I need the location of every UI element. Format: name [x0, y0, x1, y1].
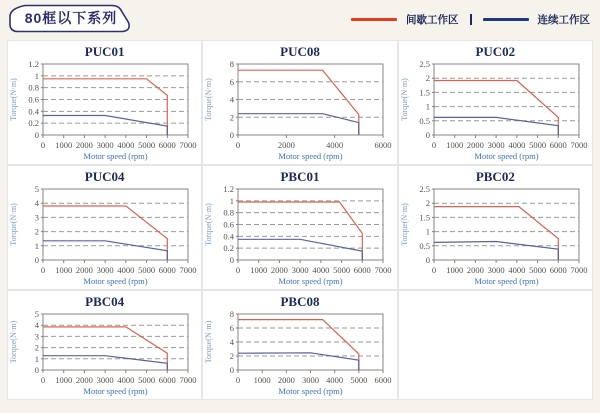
chart-panel-puc04 [7, 165, 202, 290]
svg-text:1000: 1000 [445, 140, 463, 150]
svg-text:1000: 1000 [445, 265, 463, 275]
chart-plot [399, 59, 592, 161]
svg-text:0.8: 0.8 [223, 207, 235, 218]
svg-text:1: 1 [34, 353, 39, 364]
legend [351, 4, 590, 27]
svg-text:0.6: 0.6 [28, 94, 39, 105]
chart-panel-pbc08 [202, 290, 397, 400]
svg-text:8: 8 [230, 309, 235, 319]
chart-panel-puc08 [202, 40, 397, 165]
svg-text:Motor speed (rpm): Motor speed (rpm) [278, 276, 343, 286]
svg-text:2000: 2000 [75, 140, 93, 150]
legend-intermittent-label: 间歇工作区 [406, 14, 459, 26]
svg-text:3000: 3000 [302, 375, 320, 385]
svg-text:0: 0 [425, 255, 430, 265]
empty-cell [398, 290, 593, 400]
svg-text:3000: 3000 [487, 265, 505, 275]
svg-text:7000: 7000 [570, 265, 588, 275]
svg-text:4000: 4000 [312, 265, 330, 275]
svg-text:2: 2 [34, 226, 39, 237]
svg-text:0.8: 0.8 [28, 82, 39, 93]
svg-text:2: 2 [425, 198, 430, 209]
svg-text:Motor speed (rpm): Motor speed (rpm) [278, 151, 343, 161]
svg-text:Motor speed (rpm): Motor speed (rpm) [83, 386, 148, 396]
svg-text:Motor speed (rpm): Motor speed (rpm) [474, 276, 539, 286]
svg-text:5000: 5000 [333, 265, 351, 275]
svg-text:2: 2 [34, 342, 39, 353]
svg-text:4000: 4000 [326, 375, 344, 385]
svg-text:Torque(N·m): Torque(N·m) [204, 78, 214, 121]
svg-text:Motor speed (rpm): Motor speed (rpm) [278, 386, 343, 396]
svg-text:5000: 5000 [528, 140, 546, 150]
svg-text:1000: 1000 [253, 375, 271, 385]
svg-text:6: 6 [230, 323, 235, 333]
chart-panel-pbc01 [202, 165, 397, 290]
svg-text:8: 8 [230, 59, 235, 69]
svg-text:0: 0 [236, 375, 241, 385]
svg-text:3000: 3000 [96, 140, 114, 150]
svg-text:4: 4 [230, 337, 235, 347]
series-title-tag [8, 4, 134, 33]
intermittent-zone-line-icon [351, 18, 397, 21]
svg-text:2000: 2000 [271, 265, 289, 275]
chart-title: PBC04 [85, 294, 125, 309]
svg-text:2: 2 [425, 73, 430, 84]
charts-grid [7, 40, 593, 400]
legend-continuous-label: 连续工作区 [537, 14, 590, 26]
svg-text:0: 0 [34, 130, 39, 140]
svg-text:2000: 2000 [466, 265, 484, 275]
svg-text:0: 0 [236, 265, 241, 275]
svg-text:0: 0 [34, 255, 39, 265]
svg-text:0: 0 [431, 265, 436, 275]
svg-text:5000: 5000 [528, 265, 546, 275]
svg-text:1.2: 1.2 [223, 184, 235, 194]
svg-text:1.5: 1.5 [419, 212, 430, 223]
svg-text:4: 4 [34, 198, 39, 209]
svg-text:6000: 6000 [158, 265, 176, 275]
svg-text:5000: 5000 [138, 265, 156, 275]
svg-text:4000: 4000 [117, 265, 135, 275]
svg-text:2000: 2000 [466, 140, 484, 150]
svg-text:3000: 3000 [487, 140, 505, 150]
svg-text:2: 2 [230, 112, 235, 123]
svg-text:2000: 2000 [278, 140, 296, 150]
chart-title: PUC01 [84, 44, 125, 59]
chart-title: PUC08 [280, 44, 320, 59]
svg-text:6000: 6000 [549, 140, 567, 150]
svg-text:1.5: 1.5 [419, 87, 430, 98]
svg-text:Torque(N·m): Torque(N·m) [9, 203, 18, 246]
svg-text:Motor speed (rpm): Motor speed (rpm) [83, 276, 148, 286]
svg-text:0: 0 [40, 265, 46, 275]
svg-text:0.5: 0.5 [419, 115, 430, 126]
svg-text:5: 5 [34, 309, 39, 319]
svg-text:Torque(N·m): Torque(N·m) [399, 203, 409, 246]
svg-text:7000: 7000 [179, 375, 197, 385]
svg-text:6000: 6000 [374, 375, 392, 385]
svg-text:5: 5 [34, 184, 39, 194]
svg-text:0.2: 0.2 [223, 243, 235, 254]
chart-plot [203, 184, 396, 286]
svg-text:6000: 6000 [158, 375, 176, 385]
svg-text:0: 0 [431, 140, 436, 150]
svg-text:Motor speed (rpm): Motor speed (rpm) [474, 151, 539, 161]
svg-text:2: 2 [230, 351, 235, 361]
svg-text:1: 1 [34, 70, 39, 81]
chart-panel-pbc02 [398, 165, 593, 290]
svg-text:5000: 5000 [350, 375, 368, 385]
svg-text:4000: 4000 [508, 265, 526, 275]
chart-panel-puc02 [398, 40, 593, 165]
svg-text:4: 4 [230, 94, 235, 105]
chart-title: PUC02 [475, 44, 516, 59]
page-header [0, 0, 600, 38]
svg-text:1000: 1000 [55, 265, 73, 275]
svg-text:4000: 4000 [117, 375, 135, 385]
svg-text:1000: 1000 [250, 265, 268, 275]
chart-plot [8, 59, 201, 161]
svg-text:2000: 2000 [75, 375, 93, 385]
chart-title: PBC08 [280, 294, 320, 309]
svg-text:4: 4 [34, 320, 39, 331]
svg-text:6000: 6000 [158, 140, 176, 150]
chart-title: PUC04 [84, 169, 125, 184]
svg-text:7000: 7000 [374, 265, 392, 275]
continuous-zone-line-icon [483, 18, 529, 21]
chart-plot [8, 184, 201, 286]
svg-text:1: 1 [425, 226, 430, 237]
svg-text:4000: 4000 [117, 140, 135, 150]
svg-text:1.2: 1.2 [28, 59, 39, 69]
svg-text:0: 0 [40, 375, 46, 385]
svg-text:3: 3 [34, 212, 39, 223]
svg-text:1: 1 [230, 195, 235, 206]
svg-text:Motor speed (rpm): Motor speed (rpm) [83, 151, 148, 161]
svg-text:6000: 6000 [549, 265, 567, 275]
svg-text:3000: 3000 [96, 375, 114, 385]
chart-plot [399, 184, 592, 286]
chart-title: PBC02 [475, 169, 515, 184]
svg-text:3000: 3000 [96, 265, 114, 275]
chart-plot [203, 59, 396, 161]
svg-text:5000: 5000 [138, 375, 156, 385]
svg-text:0.2: 0.2 [28, 118, 39, 129]
svg-text:Torque(N·m): Torque(N·m) [9, 78, 18, 121]
chart-panel-pbc04 [7, 290, 202, 400]
svg-text:0: 0 [34, 365, 39, 375]
page-title: 80框以下系列 [24, 10, 118, 26]
svg-text:7000: 7000 [570, 140, 588, 150]
svg-text:0: 0 [236, 140, 241, 150]
svg-text:3: 3 [34, 331, 39, 342]
svg-text:1000: 1000 [55, 140, 73, 150]
svg-text:2.5: 2.5 [419, 184, 430, 194]
svg-text:Torque(N·m): Torque(N·m) [9, 320, 18, 364]
svg-text:1: 1 [425, 101, 430, 112]
svg-text:2000: 2000 [278, 375, 296, 385]
svg-text:Torque(N·m): Torque(N·m) [204, 320, 214, 364]
svg-text:0: 0 [425, 130, 430, 140]
svg-text:5000: 5000 [138, 140, 156, 150]
svg-text:1: 1 [34, 240, 39, 251]
svg-text:4000: 4000 [508, 140, 526, 150]
svg-text:0.4: 0.4 [223, 231, 235, 242]
svg-text:0.4: 0.4 [28, 106, 39, 117]
svg-text:4000: 4000 [326, 140, 344, 150]
svg-text:1000: 1000 [55, 375, 73, 385]
svg-text:3000: 3000 [291, 265, 309, 275]
chart-panel-puc01 [7, 40, 202, 165]
chart-title: PBC01 [280, 169, 320, 184]
chart-plot [203, 309, 396, 396]
svg-text:2.5: 2.5 [419, 59, 430, 69]
svg-text:Torque(N·m): Torque(N·m) [204, 203, 214, 246]
svg-text:0: 0 [230, 130, 235, 140]
svg-text:0.6: 0.6 [223, 219, 235, 230]
svg-text:0: 0 [230, 255, 235, 265]
svg-text:0.5: 0.5 [419, 240, 430, 251]
svg-text:6000: 6000 [354, 265, 372, 275]
legend-divider [470, 14, 472, 25]
chart-plot [8, 309, 201, 396]
svg-text:Torque(N·m): Torque(N·m) [399, 78, 409, 121]
svg-text:0: 0 [40, 140, 46, 150]
svg-text:6000: 6000 [374, 140, 392, 150]
svg-text:6: 6 [230, 76, 235, 87]
svg-text:7000: 7000 [179, 140, 197, 150]
svg-text:0: 0 [230, 365, 235, 375]
svg-text:2000: 2000 [75, 265, 93, 275]
svg-text:7000: 7000 [179, 265, 197, 275]
